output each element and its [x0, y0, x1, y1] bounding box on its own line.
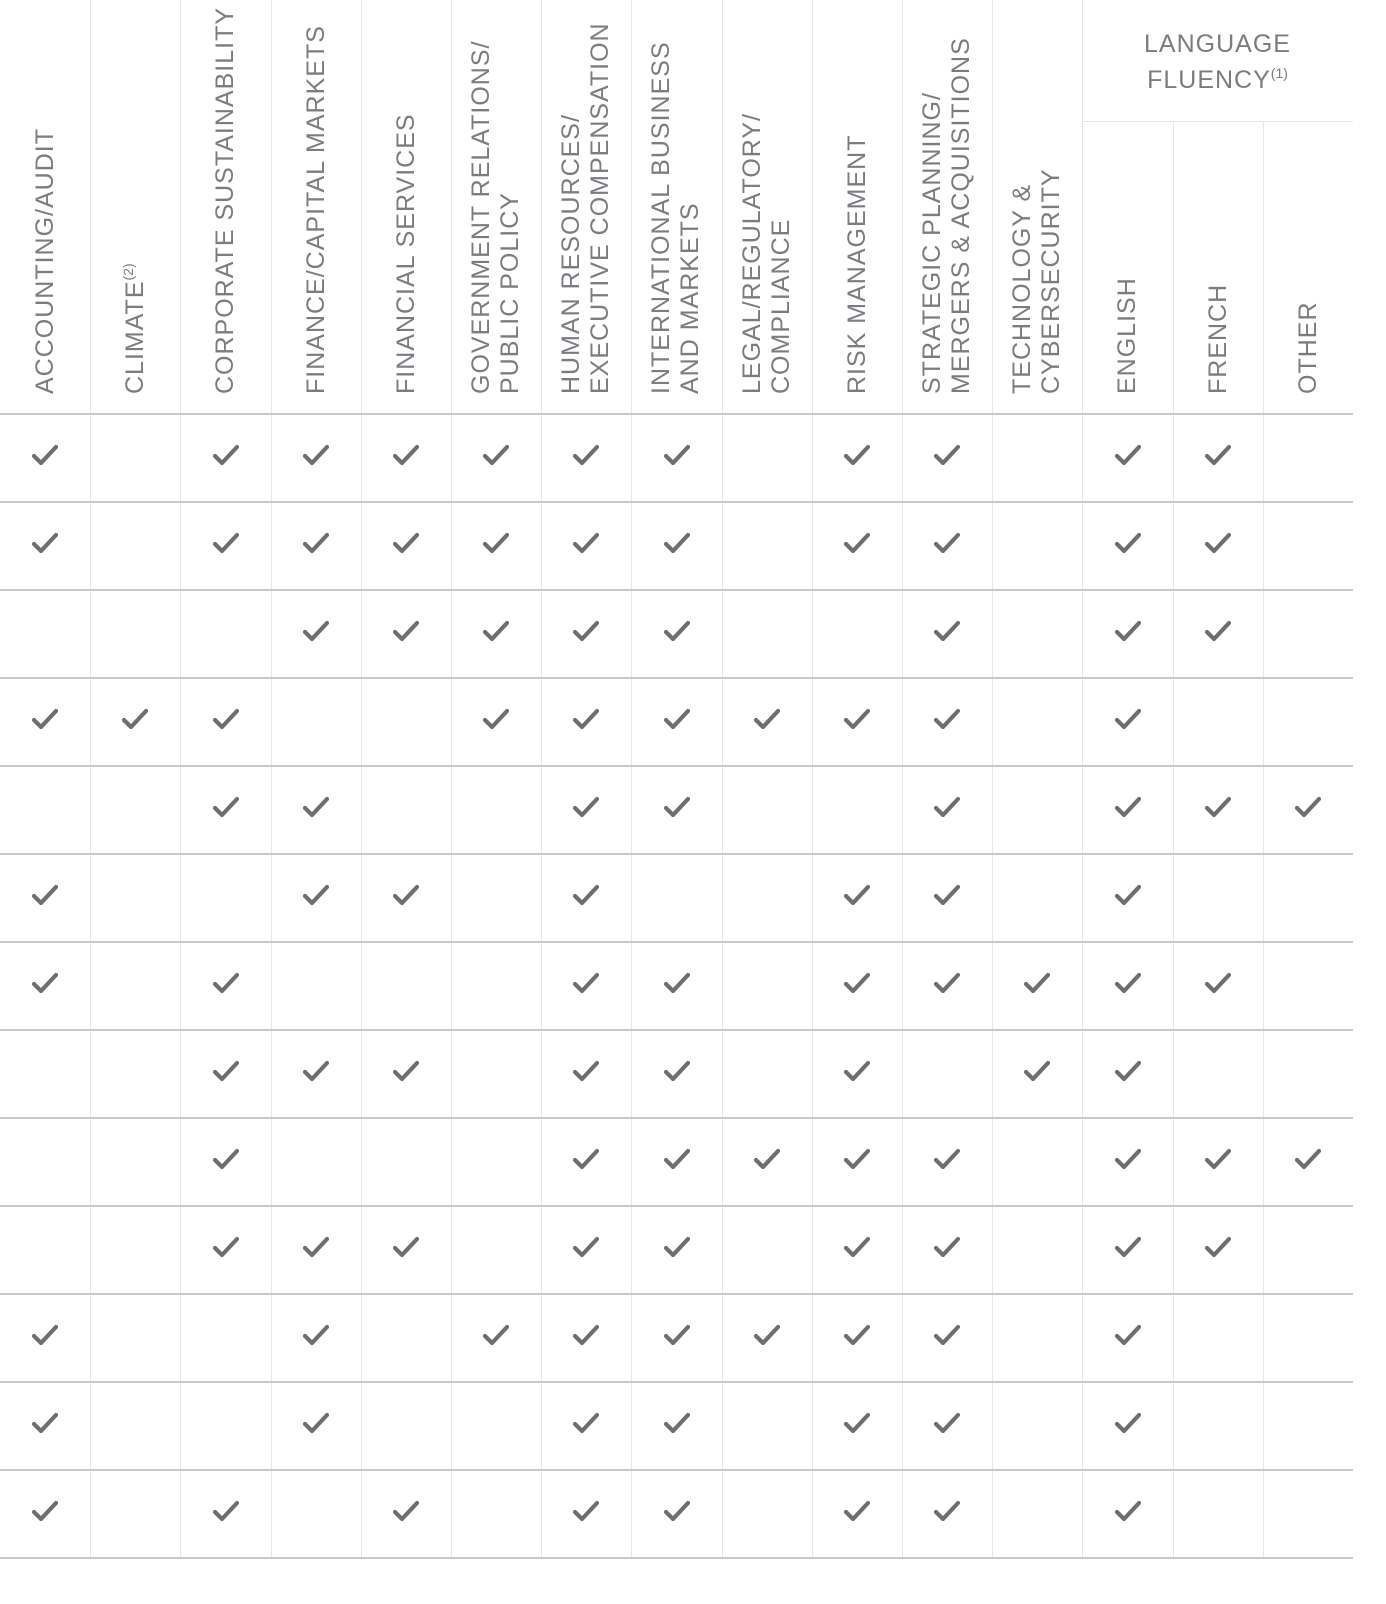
column-header-line: MERGERS & ACQUISITIONS	[947, 37, 975, 394]
checkmark-icon	[664, 796, 690, 818]
checkmark-icon	[393, 532, 419, 554]
row-divider	[0, 1029, 1353, 1031]
column-header-text	[467, 14, 525, 394]
checkmark-icon	[303, 796, 329, 818]
checkmark-icon	[393, 444, 419, 466]
column-header-text	[114, 14, 150, 394]
checkmark-icon	[122, 708, 148, 730]
checkmark-icon	[844, 1060, 870, 1082]
column-header-line: ACCOUNTING/AUDIT	[30, 128, 59, 394]
checkmark-icon	[664, 620, 690, 642]
checkmark-icon	[1205, 532, 1231, 554]
checkmark-icon	[934, 1324, 960, 1346]
row-divider	[0, 501, 1353, 503]
group-header-line: FLUENCY$^{(1)}$	[1147, 65, 1288, 94]
column-header-text	[210, 6, 240, 394]
checkmark-icon	[844, 1148, 870, 1170]
checkmark-icon	[393, 1060, 419, 1082]
checkmark-icon	[1115, 620, 1141, 642]
column-header-line: FINANCIAL SERVICES	[391, 113, 420, 394]
checkmark-icon	[573, 1500, 599, 1522]
column-header-risk	[812, 0, 902, 412]
column-header-line: FINANCE/CAPITAL MARKETS	[301, 25, 330, 394]
checkmark-icon	[213, 1148, 239, 1170]
column-header-text	[557, 14, 615, 394]
checkmark-icon	[573, 1236, 599, 1258]
checkmark-icon	[664, 444, 690, 466]
checkmark-icon	[573, 884, 599, 906]
checkmark-icon	[483, 1324, 509, 1346]
checkmark-icon	[934, 1500, 960, 1522]
column-header-line: PUBLIC POLICY	[496, 192, 524, 394]
column-header-text	[31, 14, 60, 394]
checkmark-icon	[934, 620, 960, 642]
checkmark-icon	[934, 708, 960, 730]
column-header-financial-services	[361, 0, 451, 412]
column-header-line: RISK MANAGEMENT	[842, 134, 871, 394]
checkmark-icon	[573, 1060, 599, 1082]
column-header-line: COMPLIANCE	[767, 218, 795, 394]
checkmark-icon	[844, 972, 870, 994]
column-header-line: CORPORATE SUSTAINABILITY	[210, 6, 239, 394]
checkmark-icon	[483, 708, 509, 730]
checkmark-icon	[1205, 1148, 1231, 1170]
checkmark-icon	[664, 1412, 690, 1434]
checkmark-icon	[934, 1236, 960, 1258]
checkmark-icon	[213, 444, 239, 466]
checkmark-icon	[664, 1324, 690, 1346]
column-header-french	[1173, 0, 1263, 412]
checkmark-icon	[1205, 796, 1231, 818]
column-header-english	[1082, 0, 1172, 412]
column-header-text	[647, 14, 705, 394]
checkmark-icon	[32, 1500, 58, 1522]
checkmark-icon	[303, 884, 329, 906]
column-header-line: LEGAL/REGULATORY/	[738, 113, 766, 394]
column-header-text	[1204, 14, 1233, 394]
checkmark-icon	[844, 1500, 870, 1522]
checkmark-icon	[1024, 972, 1050, 994]
checkmark-icon	[844, 1324, 870, 1346]
column-header-text	[392, 14, 421, 394]
checkmark-icon	[1295, 1148, 1321, 1170]
checkmark-icon	[393, 1236, 419, 1258]
checkmark-icon	[32, 444, 58, 466]
checkmark-icon	[483, 620, 509, 642]
checkmark-icon	[213, 796, 239, 818]
column-header-line: EXECUTIVE COMPENSATION	[586, 22, 614, 394]
checkmark-icon	[573, 1324, 599, 1346]
checkmark-icon	[213, 1060, 239, 1082]
checkmark-icon	[664, 708, 690, 730]
column-header-government	[451, 0, 541, 412]
checkmark-icon	[934, 1148, 960, 1170]
checkmark-icon	[934, 532, 960, 554]
checkmark-icon	[573, 620, 599, 642]
group-header-line: LANGUAGE	[1144, 30, 1291, 58]
checkmark-icon	[664, 1500, 690, 1522]
column-header-line: AND MARKETS	[676, 202, 704, 394]
checkmark-icon	[664, 532, 690, 554]
row-divider	[0, 1381, 1353, 1383]
checkmark-icon	[303, 532, 329, 554]
column-header-accounting	[0, 0, 90, 412]
column-header-line: STRATEGIC PLANNING/	[918, 92, 946, 394]
column-header-other	[1263, 0, 1353, 412]
row-divider	[0, 941, 1353, 943]
checkmark-icon	[213, 708, 239, 730]
checkmark-icon	[1115, 1500, 1141, 1522]
checkmark-icon	[844, 884, 870, 906]
column-header-line: GOVERNMENT RELATIONS/	[467, 40, 495, 394]
column-header-line: OTHER	[1293, 301, 1322, 394]
row-divider	[0, 1557, 1353, 1559]
checkmark-icon	[213, 972, 239, 994]
column-header-text	[843, 14, 872, 394]
column-header-text	[302, 14, 331, 394]
column-header-line: CYBERSECURITY	[1037, 168, 1065, 394]
checkmark-icon	[213, 532, 239, 554]
column-header-line: FRENCH	[1203, 283, 1232, 394]
checkmark-icon	[32, 708, 58, 730]
row-divider	[0, 589, 1353, 591]
column-header-text	[1294, 14, 1323, 394]
checkmark-icon	[664, 972, 690, 994]
checkmark-icon	[934, 884, 960, 906]
column-header-line: ENGLISH	[1112, 277, 1141, 394]
checkmark-icon	[213, 1236, 239, 1258]
checkmark-icon	[1115, 884, 1141, 906]
checkmark-icon	[573, 1148, 599, 1170]
checkmark-icon	[393, 1500, 419, 1522]
checkmark-icon	[393, 884, 419, 906]
checkmark-icon	[1115, 1324, 1141, 1346]
checkmark-icon	[1115, 708, 1141, 730]
column-header-hr	[541, 0, 631, 412]
row-divider	[0, 765, 1353, 767]
checkmark-icon	[1115, 1060, 1141, 1082]
checkmark-icon	[573, 532, 599, 554]
checkmark-icon	[1115, 1148, 1141, 1170]
checkmark-icon	[32, 1412, 58, 1434]
checkmark-icon	[573, 1412, 599, 1434]
checkmark-icon	[934, 1412, 960, 1434]
checkmark-icon	[934, 796, 960, 818]
checkmark-icon	[664, 1060, 690, 1082]
checkmark-icon	[303, 1412, 329, 1434]
column-header-text	[918, 14, 976, 394]
checkmark-icon	[573, 708, 599, 730]
checkmark-icon	[934, 972, 960, 994]
checkmark-icon	[483, 444, 509, 466]
row-divider	[0, 1205, 1353, 1207]
checkmark-icon	[483, 532, 509, 554]
checkmark-icon	[573, 796, 599, 818]
column-header-sustainability	[180, 0, 270, 412]
checkmark-icon	[754, 1148, 780, 1170]
row-divider	[0, 1469, 1353, 1471]
checkmark-icon	[1115, 444, 1141, 466]
checkmark-icon	[1115, 532, 1141, 554]
column-header-line: CLIMATE$^{(2)}$	[119, 263, 149, 394]
footnote-marker: (2)	[119, 263, 136, 281]
row-divider	[0, 1293, 1353, 1295]
checkmark-icon	[1115, 1236, 1141, 1258]
checkmark-icon	[1024, 1060, 1050, 1082]
checkmark-icon	[844, 444, 870, 466]
checkmark-icon	[213, 1500, 239, 1522]
checkmark-icon	[754, 1324, 780, 1346]
checkmark-icon	[32, 884, 58, 906]
column-header-technology	[992, 0, 1082, 412]
column-header-international	[631, 0, 721, 412]
checkmark-icon	[844, 1236, 870, 1258]
checkmark-icon	[1205, 1236, 1231, 1258]
column-header-text	[1113, 14, 1142, 394]
checkmark-icon	[664, 1148, 690, 1170]
checkmark-icon	[573, 444, 599, 466]
checkmark-icon	[1205, 444, 1231, 466]
checkmark-icon	[303, 1236, 329, 1258]
checkmark-icon	[303, 620, 329, 642]
checkmark-icon	[934, 444, 960, 466]
checkmark-icon	[1115, 1412, 1141, 1434]
row-divider	[0, 853, 1353, 855]
checkmark-icon	[573, 972, 599, 994]
row-divider	[0, 677, 1353, 679]
checkmark-icon	[303, 444, 329, 466]
checkmark-icon	[1205, 972, 1231, 994]
checkmark-icon	[303, 1324, 329, 1346]
column-header-climate	[90, 0, 180, 412]
checkmark-icon	[1115, 972, 1141, 994]
column-header-strategic	[902, 0, 992, 412]
column-header-line: HUMAN RESOURCES/	[557, 114, 585, 394]
footnote-marker: (1)	[1270, 65, 1288, 81]
column-header-finance	[271, 0, 361, 412]
column-header-line: INTERNATIONAL BUSINESS	[647, 41, 675, 394]
checkmark-icon	[844, 1412, 870, 1434]
checkmark-icon	[32, 972, 58, 994]
checkmark-icon	[1115, 796, 1141, 818]
checkmark-icon	[303, 1060, 329, 1082]
column-header-text	[1008, 14, 1066, 394]
checkmark-icon	[1205, 620, 1231, 642]
checkmark-icon	[844, 532, 870, 554]
row-divider	[0, 1117, 1353, 1119]
checkmark-icon	[32, 1324, 58, 1346]
checkmark-icon	[664, 1236, 690, 1258]
checkmark-icon	[32, 532, 58, 554]
checkmark-icon	[844, 708, 870, 730]
row-divider	[0, 413, 1353, 415]
checkmark-icon	[754, 708, 780, 730]
column-header-legal	[722, 0, 812, 412]
column-header-line: TECHNOLOGY &	[1008, 183, 1036, 394]
checkmark-icon	[1295, 796, 1321, 818]
column-header-text	[738, 14, 796, 394]
checkmark-icon	[393, 620, 419, 642]
